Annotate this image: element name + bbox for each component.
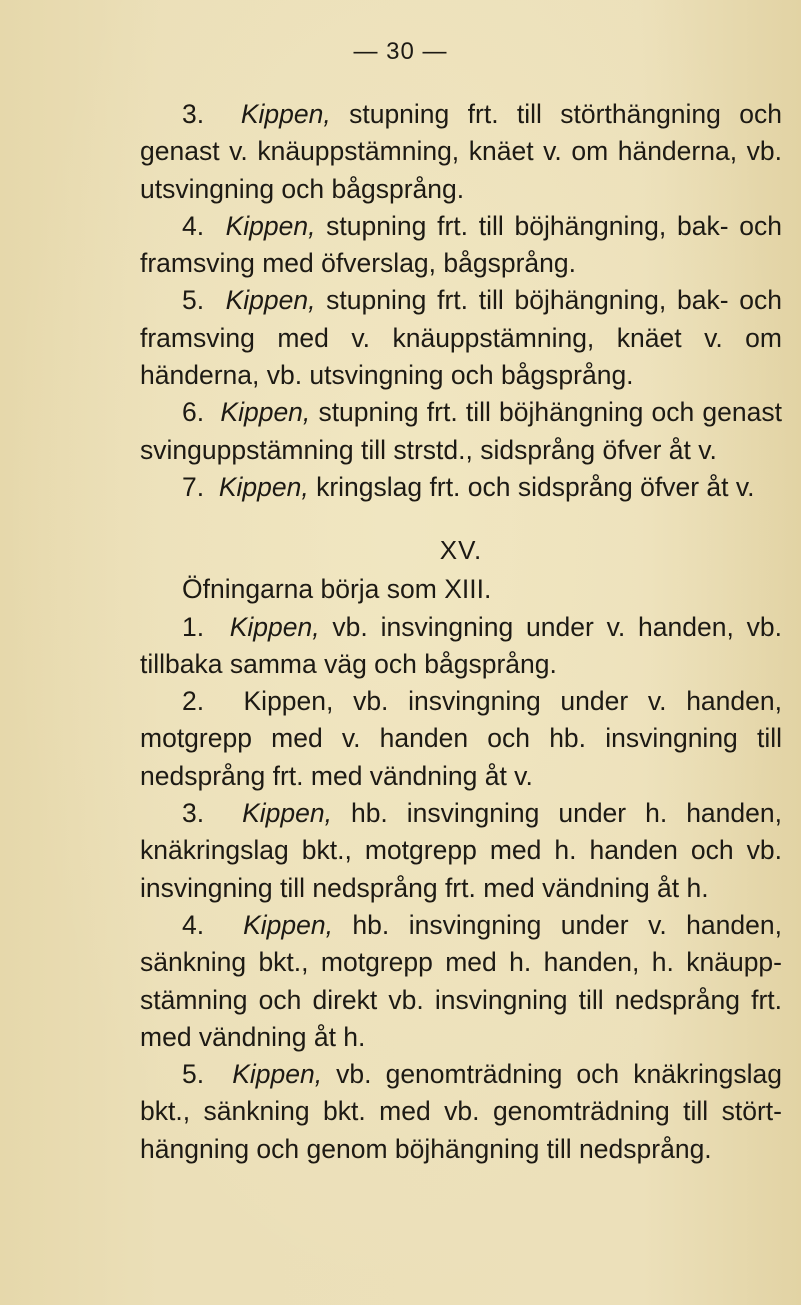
item-text: stupning frt. till böjhängning, bak- och framsving med v. knäuppstämning, knäet v. om händerna, vb. utsvingning och bågsprång. [140, 285, 782, 391]
exercise-item-b5 [140, 1056, 782, 1168]
section-heading: XV. [439, 535, 483, 566]
page-number: — 30 — [353, 38, 448, 65]
item-text: kringslag frt. och sidsprång öfver åt v. [308, 471, 755, 502]
item-number: 4. [182, 210, 205, 241]
exercise-item-b2 [140, 683, 782, 795]
item-text: vb. insvingning under v. handen, vb. tillbaka samma väg och bågsprång. [140, 611, 782, 679]
item-keyword: Kippen, [225, 285, 316, 316]
exercise-item-a7 [140, 469, 782, 506]
item-number: 1. [182, 611, 205, 642]
item-number: 4. [182, 909, 205, 940]
section-intro: Öfningarna börja som XIII. [182, 574, 492, 605]
item-keyword: Kippen, [243, 909, 333, 940]
item-keyword: Kippen, [229, 611, 320, 642]
item-number: 3. [182, 99, 205, 129]
item-keyword: Kippen, [242, 798, 332, 829]
item-text: hb. insvingning under v. handen, sänkning bkt., motgrepp med h. handen, h. knäupp-stämning och direkt vb. insvingning till nedsprång frt. med vändning åt h. [140, 909, 782, 1052]
exercise-item-b1 [140, 609, 782, 684]
item-keyword: Kippen, [240, 99, 331, 129]
item-text: hb. insvingning under h. handen, knäkringslag bkt., motgrepp med h. handen och vb. insvingning till nedsprång frt. med vändning åt h. [140, 798, 782, 903]
item-text: vb. genomträdning och knäkringslag bkt., sänkning bkt. med vb. genomträdning till stört-hängning och genom böjhängning till nedsprång. [140, 1059, 782, 1164]
item-keyword: Kippen, [220, 397, 311, 428]
page-body [140, 96, 782, 1168]
item-number: 2. [182, 686, 205, 717]
item-text: Kippen, vb. insvingning under v. handen, motgrepp med v. handen och hb. insvingning till nedsprång frt. med vändning åt v. [140, 686, 782, 791]
item-text: stupning frt. till böjhängning och genast svinguppstämning till strstd., sidsprång öfver åt v. [140, 397, 782, 465]
item-number: 5. [182, 1059, 205, 1090]
item-keyword: Kippen, [232, 1059, 323, 1090]
exercise-item-a3 [140, 96, 782, 208]
exercise-item-b4 [140, 907, 782, 1056]
item-number: 5. [182, 285, 205, 316]
item-text: stupning frt. till böjhängning, bak- och framsving med öfverslag, bågsprång. [140, 210, 782, 279]
item-number: 7. [182, 471, 205, 502]
item-number: 6. [182, 397, 205, 428]
item-keyword: Kippen, [218, 471, 309, 502]
exercise-item-a5 [140, 282, 782, 394]
item-keyword: Kippen, [225, 210, 316, 241]
exercise-item-a4 [140, 208, 782, 283]
item-text: stupning frt. till störthängning och genast v. knäuppstämning, knäet v. om händerna, vb. utsvingning och bågsprång. [140, 99, 782, 204]
item-number: 3. [182, 798, 205, 829]
exercise-item-b3 [140, 795, 782, 907]
exercise-item-a6 [140, 394, 782, 469]
